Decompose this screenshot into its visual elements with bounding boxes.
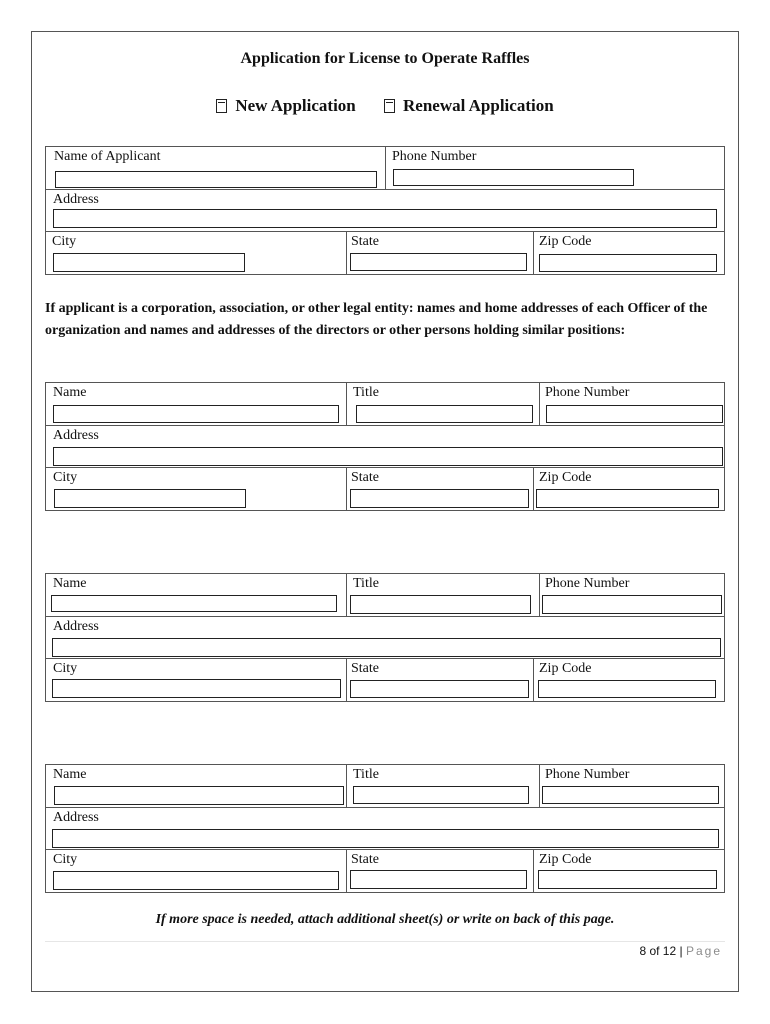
new-application-checkbox[interactable] [216, 99, 227, 113]
applicant-address-field[interactable] [53, 209, 717, 228]
officer-3-phone-label: Phone Number [545, 767, 630, 782]
officer-3-zip-field[interactable] [538, 870, 717, 889]
officer-3-state-label: State [351, 852, 379, 867]
officer-3-city-field[interactable] [53, 871, 339, 890]
applicant-state-field[interactable] [350, 253, 527, 271]
officer-table-2 [45, 573, 725, 702]
officer-1-title-label: Title [353, 385, 379, 400]
page-word: Page [685, 944, 722, 958]
officer-3-zip-label: Zip Code [539, 852, 592, 867]
officer-1-title-field[interactable] [356, 405, 533, 423]
officer-2-name-field[interactable] [51, 595, 337, 612]
officer-3-name-label: Name [53, 767, 87, 782]
officer-3-address-field[interactable] [52, 829, 719, 848]
officer-1-city-field[interactable] [54, 489, 246, 508]
applicant-address-label: Address [53, 192, 99, 207]
officer-2-state-label: State [351, 661, 379, 676]
officer-2-title-field[interactable] [350, 595, 531, 614]
renewal-application-option[interactable] [384, 96, 554, 116]
officer-table-1 [45, 382, 725, 511]
officer-2-zip-label: Zip Code [539, 661, 592, 676]
additional-space-note: If more space is needed, attach additional sheet(s) or write on back of this page. [155, 912, 615, 927]
applicant-zip-field[interactable] [539, 254, 717, 272]
applicant-phone-field[interactable] [393, 169, 634, 186]
applicant-city-field[interactable] [53, 253, 245, 272]
officer-1-name-label: Name [53, 385, 87, 400]
officer-2-zip-field[interactable] [538, 680, 716, 698]
renewal-application-checkbox[interactable] [384, 99, 395, 113]
applicant-city-label: City [52, 234, 77, 249]
page-count: 8 of 12 [639, 944, 677, 958]
officer-2-address-label: Address [53, 619, 99, 634]
officer-1-address-label: Address [53, 428, 99, 443]
officers-instructions: If applicant is a corporation, association, or other legal entity: names and home addresses of each Officer of the organization and names and addresses of the directors or other persons holding similar positions: [45, 301, 708, 338]
applicant-zip-label: Zip Code [539, 234, 592, 249]
page-separator: | [679, 944, 683, 958]
applicant-name-field[interactable] [55, 171, 377, 188]
officer-2-address-field[interactable] [52, 638, 721, 657]
footer-divider [45, 941, 725, 942]
form-title: Application for License to Operate Raffles [240, 50, 530, 67]
applicant-table [45, 146, 725, 275]
officer-1-city-label: City [53, 470, 78, 485]
officer-1-address-field[interactable] [53, 447, 723, 466]
page-number [639, 944, 722, 958]
officer-2-name-label: Name [53, 576, 87, 591]
officer-1-zip-label: Zip Code [539, 470, 592, 485]
officer-3-city-label: City [53, 852, 78, 867]
application-type-options [0, 96, 770, 116]
officer-2-city-field[interactable] [52, 679, 341, 698]
officer-1-state-field[interactable] [350, 489, 529, 508]
officer-3-title-field[interactable] [353, 786, 529, 804]
officer-1-zip-field[interactable] [536, 489, 719, 508]
officer-1-state-label: State [351, 470, 379, 485]
officer-2-city-label: City [53, 661, 78, 676]
new-application-label: New Application [235, 96, 356, 115]
applicant-state-label: State [351, 234, 379, 249]
officer-2-phone-field[interactable] [542, 595, 722, 614]
officer-3-name-field[interactable] [54, 786, 344, 805]
applicant-name-label: Name of Applicant [54, 149, 161, 164]
officer-2-title-label: Title [353, 576, 379, 591]
officer-3-address-label: Address [53, 810, 99, 825]
officer-2-phone-label: Phone Number [545, 576, 630, 591]
renewal-application-label: Renewal Application [403, 96, 554, 115]
officer-3-state-field[interactable] [350, 870, 527, 889]
officer-3-title-label: Title [353, 767, 379, 782]
applicant-phone-label: Phone Number [392, 149, 477, 164]
officer-table-3 [45, 764, 725, 893]
new-application-option[interactable] [216, 96, 355, 116]
officer-1-phone-label: Phone Number [545, 385, 630, 400]
officer-1-name-field[interactable] [53, 405, 339, 423]
officer-3-phone-field[interactable] [542, 786, 719, 804]
officer-1-phone-field[interactable] [546, 405, 723, 423]
officer-2-state-field[interactable] [350, 680, 529, 698]
